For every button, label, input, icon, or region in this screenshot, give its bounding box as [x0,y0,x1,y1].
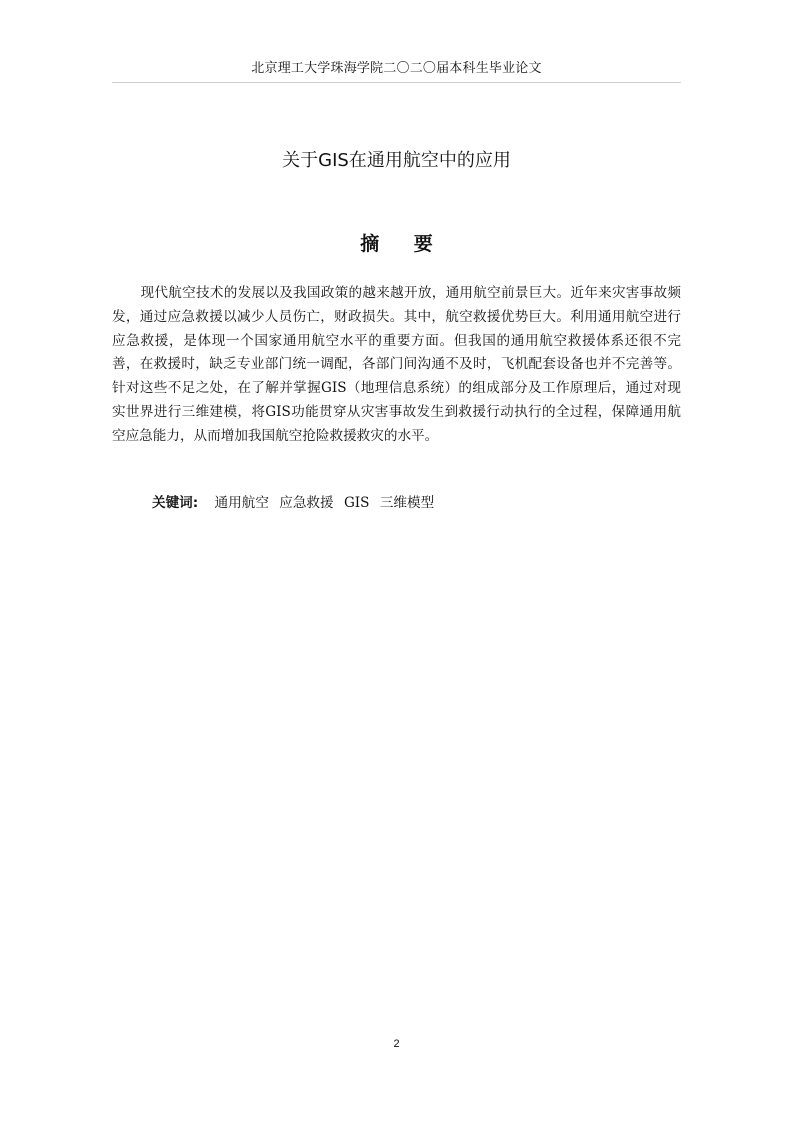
keywords-line [152,491,440,511]
document-title: 关于GIS在通用航空中的应用 [282,150,511,171]
abstract-paragraph: 现代航空技术的发展以及我国政策的越来越开放，通用航空前景巨大。近年来灾害事故频发，通过应急救援以减少人员伤亡，财政损失。其中，航空救援优势巨大。利用通用航空进行应急救援，是体现一个国家通用航空水平的重要方面。但我国的通用航空救援体系还很不完善，在救援时，缺乏专业部门统一调配，各部门间沟通不及时，飞机配套设备也并不完善等。针对这些不足之处，在了解并掌握GIS（地理信息系统）的组成部分及工作原理后，通过对现实世界进行三维建模，将GIS功能贯穿从灾害事故发生到救援行动执行的全过程，保障通用航空应急能力，从而增加我国航空抢险救援救灾的水平。 [112,285,681,444]
keyword: 三维模型 [379,495,435,511]
keyword: GIS [343,495,370,511]
keywords-label: 关键词: [152,495,199,511]
page-number: 2 [393,1038,400,1050]
abstract-heading: 摘 要 [360,233,447,255]
running-header: 北京理工大学珠海学院二〇二〇届本科生毕业论文 [251,61,542,76]
keyword: 应急救援 [279,495,334,511]
header-divider [112,82,681,83]
keyword: 通用航空 [214,495,269,511]
